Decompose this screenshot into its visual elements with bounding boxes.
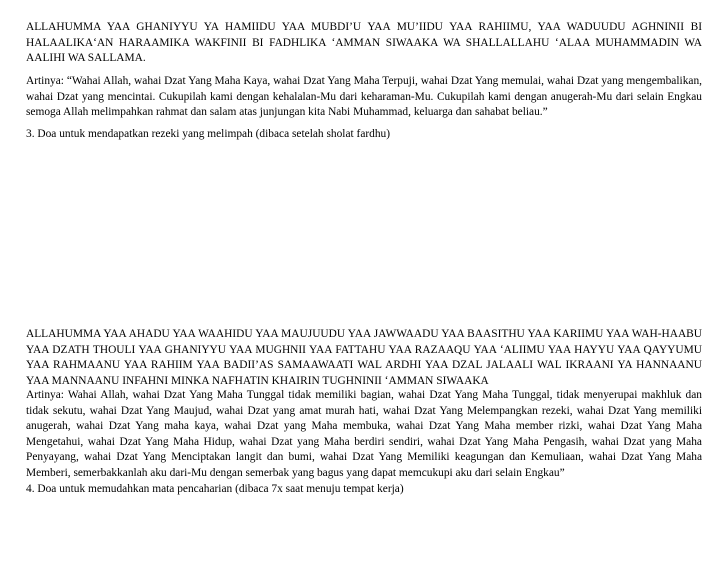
doa-translation-paragraph: Artinya: “Wahai Allah, wahai Dzat Yang Maha Kaya, wahai Dzat Yang Maha Terpuji, wahai Dzat Yang memulai, wahai Dzat yang mengembalikan, wahai Dzat yang mencintai. Cukupilah kami dengan kehalalan-Mu dari keharaman-Mu. Cukupilah kami dengan anugerah-Mu dari selain Engkau semoga Allah melimpahkan rahmat dan salam atas junjungan kita Nabi Muhammad, keluarga dan sahabat beliau.” (26, 75, 702, 118)
doa-transliteration-paragraph: ALLAHUMMA YAA GHANIYYU YA HAMIIDU YAA MUBDI’U YAA MU’IIDU YAA RAHIIMU, YAA WADUUDU AGHNINII BI HALAALIKA‘AN HARAAMIKA WAKFINII BI FADHLIKA ‘AMMAN SIWAAKA WA SHALLALLAHU ‘ALAA MUHAMMADIN WA AALIHI WA SALLAMA. (26, 21, 702, 64)
section-heading-4: 4. Doa untuk memudahkan mata pencaharian (dibaca 7x saat menuju tempat kerja) (26, 483, 404, 495)
doa-rezeki-translation-paragraph: Artinya: Wahai Allah, wahai Dzat Yang Maha Tunggal tidak memiliki bagian, wahai Dzat Yang Maha Tunggal, tidak menyerupai makhluk dan tidak sekutu, wahai Dzat Yang Maujud, wahai Dzat yang amat murah hati, wahai Dzat Yang Melempangkan rezeki, wahai Dzat Yang memiliki anugerah, wahai Dzat Yang maha kaya, wahai Dzat yang Maha membuka, wahai Dzat Yang Maha member rizki, wahai Dzat Yang Maha Mengetahui, wahai Dzat Yang Maha Hidup, wahai Dzat yang Maha berdiri sendiri, wahai Dzat Yang Maha Pengasih, wahai Dzat yang Maha Penyayang, wahai Dzat Yang Menciptakan langit dan bumi, wahai Dzat Yang Memiliki keagungan dan Kemuliaan, wahai Dzat Yang Maha Memberi, semerbakkanlah aku dari-Mu dengan semerbak yang bagus yang dapat memcukupi aku dari selain Engkau” (26, 389, 702, 479)
section-heading-3: 3. Doa untuk mendapatkan rezeki yang melimpah (dibaca setelah sholat fardhu) (26, 128, 391, 140)
doa-rezeki-transliteration-paragraph: ALLAHUMMA YAA AHADU YAA WAAHIDU YAA MAUJUUDU YAA JAWWAADU YAA BAASITHU YAA KARIIMU YAA WAH-HAABU YAA DZATH THOULI YAA GHANIYYU YAA MUGHNII YAA FATTAHU YAA RAZAAQU YAA ‘ALIIMU YAA HAYYU YAA QAYYUMU YAA RAHMAANU YAA RAHIIM YAA BADII’AS SAMAAWAATI WAL ARDHI YAA DZAL JALAALI WAL IKRAANI YA HANNAANU YAA MANNAANU INFAHNI MINKA NAFHATIN KHAIRIN TUGHNINII ‘AMMAN SIWAAKA (26, 328, 702, 387)
